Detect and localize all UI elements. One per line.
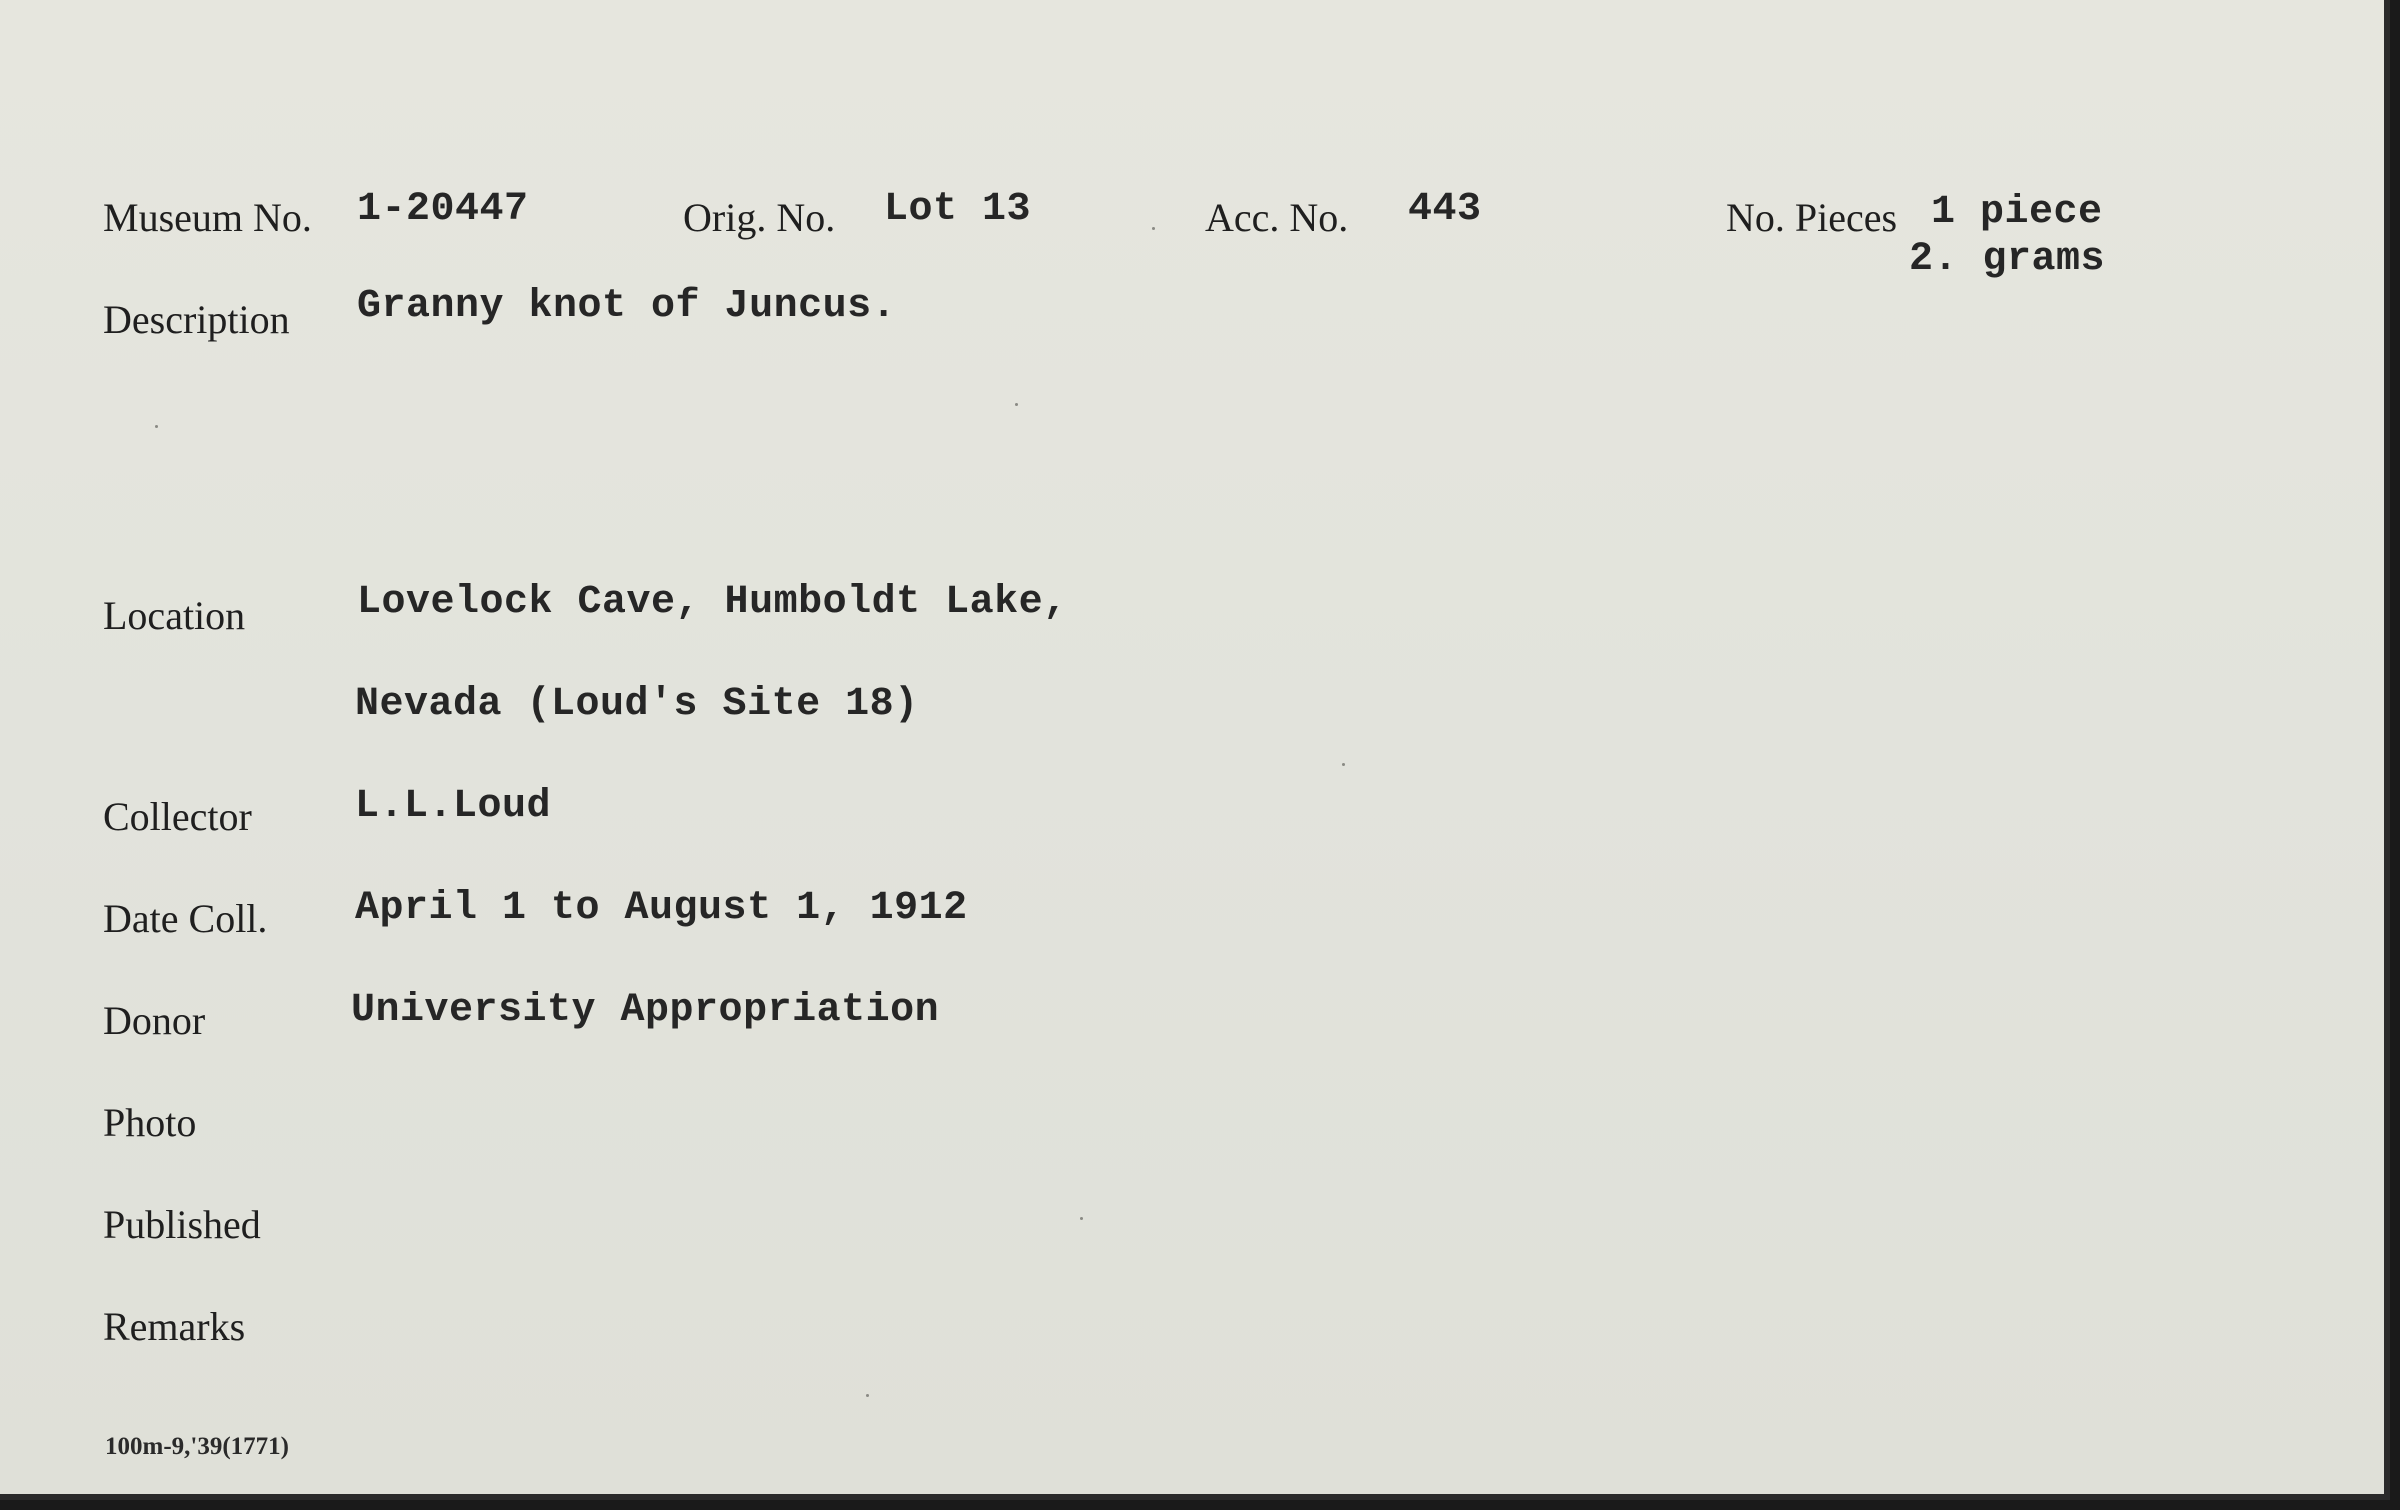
acc-no-label: Acc. No. <box>1205 195 1349 240</box>
no-pieces-value: 1 piece <box>1931 190 2103 235</box>
remarks-label: Remarks <box>103 1304 246 1349</box>
location-line2: Nevada (Loud's Site 18) <box>355 682 919 727</box>
paper-speck <box>866 1394 869 1397</box>
published-label: Published <box>103 1202 261 1247</box>
museum-no-value: 1-20447 <box>357 187 529 232</box>
description-label: Description <box>103 297 290 342</box>
paper-speck <box>1080 1217 1083 1220</box>
location-line1: Lovelock Cave, Humboldt Lake, <box>357 580 1068 625</box>
collector-label: Collector <box>103 794 252 839</box>
paper-speck <box>1015 403 1018 406</box>
donor-label: Donor <box>103 998 206 1043</box>
photo-label: Photo <box>103 1100 197 1145</box>
paper-speck <box>1152 227 1155 230</box>
footer-print-code: 100m-9,'39(1771) <box>105 1433 289 1460</box>
orig-no-label: Orig. No. <box>683 195 836 240</box>
orig-no-value: Lot 13 <box>884 187 1032 232</box>
collector-value: L.L.Loud <box>355 784 552 829</box>
museum-no-label: Museum No. <box>103 195 312 240</box>
paper-speck <box>1342 763 1345 766</box>
description-value: Granny knot of Juncus. <box>357 284 897 329</box>
date-coll-label: Date Coll. <box>103 896 268 941</box>
location-label: Location <box>103 593 246 638</box>
paper-speck <box>155 425 158 428</box>
no-pieces-label: No. Pieces <box>1726 195 1898 240</box>
date-coll-value: April 1 to August 1, 1912 <box>355 886 968 931</box>
acc-no-value: 443 <box>1408 187 1482 232</box>
donor-value: University Appropriation <box>351 988 940 1033</box>
weight-value: 2. grams <box>1909 237 2106 282</box>
